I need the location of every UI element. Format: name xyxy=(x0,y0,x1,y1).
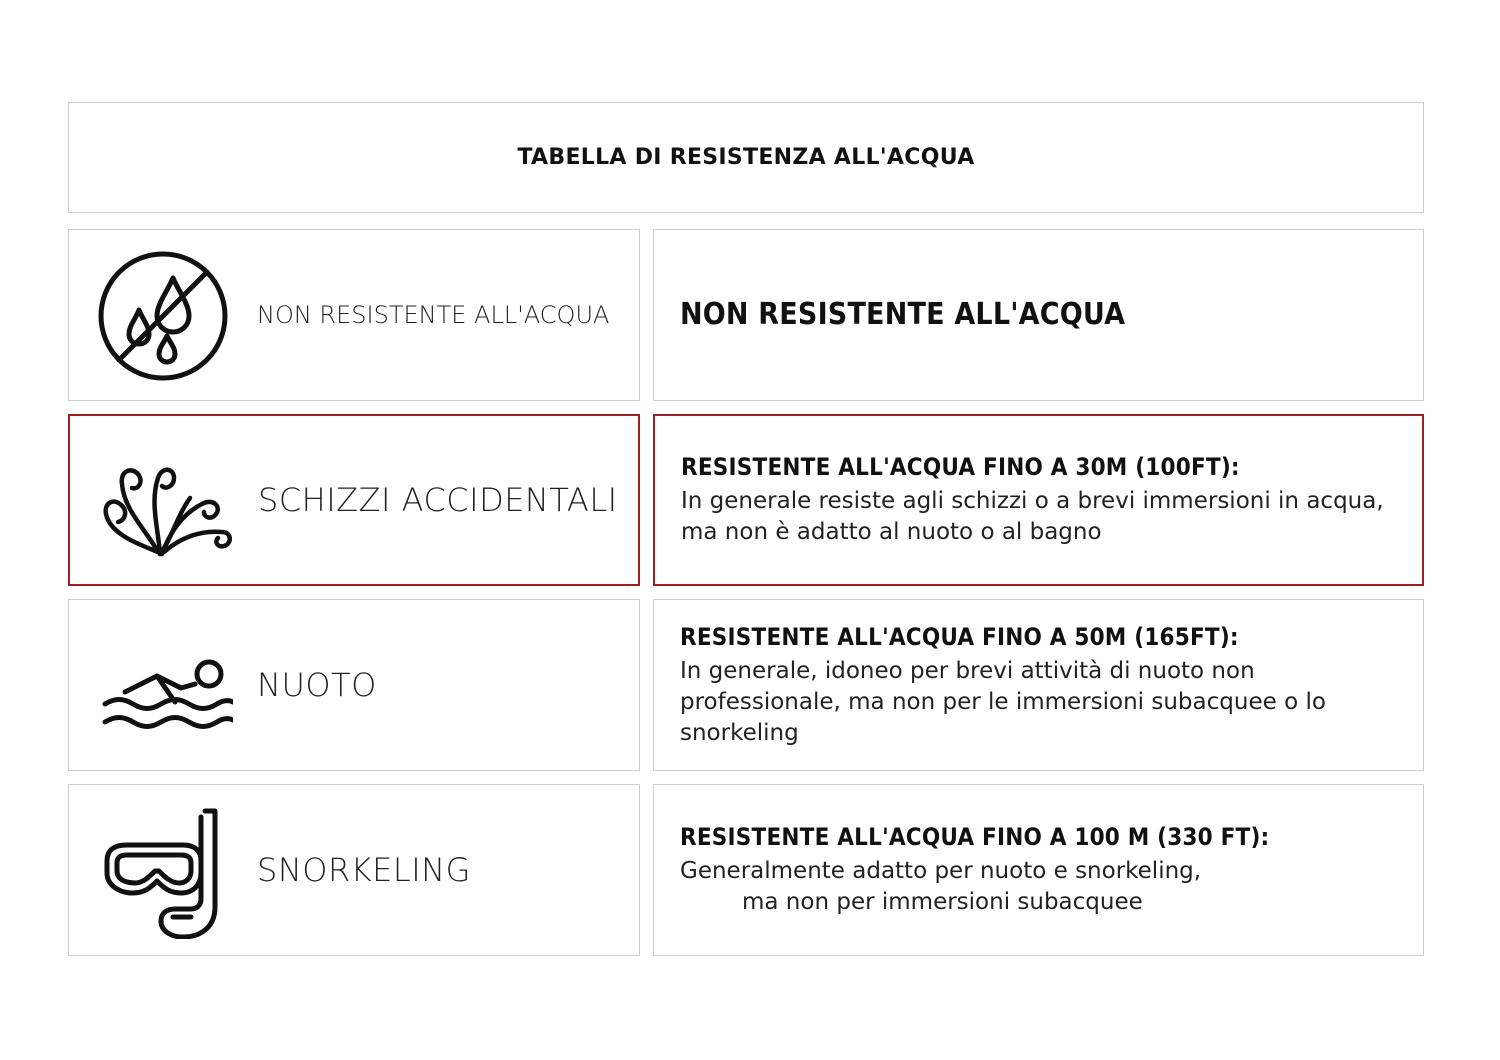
description-cell-splashes xyxy=(653,414,1424,586)
swimmer-icon xyxy=(97,618,233,754)
category-label: NON RESISTENTE ALL'ACQUA xyxy=(257,301,610,329)
category-label: NUOTO xyxy=(257,666,377,704)
description-text-line-1: Generalmente adatto per nuoto e snorkeling, xyxy=(680,858,1202,884)
category-cell-splashes xyxy=(68,414,640,586)
description-cell-snorkeling xyxy=(653,784,1424,956)
category-cell-snorkeling xyxy=(68,784,640,956)
table-title: TABELLA DI RESISTENZA ALL'ACQUA xyxy=(517,145,975,170)
table-title-box xyxy=(68,102,1424,213)
description-text xyxy=(680,856,1393,918)
splash-icon xyxy=(98,434,234,570)
description-text-line-2: ma non per immersioni subacquee xyxy=(742,889,1143,915)
category-label: SCHIZZI ACCIDENTALI xyxy=(258,481,618,519)
description-cell-swimming xyxy=(653,599,1424,771)
description-title: RESISTENTE ALL'ACQUA FINO A 50M (165FT): xyxy=(680,622,1239,651)
description-title: NON RESISTENTE ALL'ACQUA xyxy=(680,297,1126,332)
snorkel-mask-icon xyxy=(97,803,233,939)
description-text: In generale, idoneo per brevi attività di nuoto non professionale, ma non per le immersioni subacquee o lo snorkeling xyxy=(680,657,1326,746)
description-cell-not-water-resistant xyxy=(653,229,1424,401)
category-label: SNORKELING xyxy=(257,851,471,889)
description-title: RESISTENTE ALL'ACQUA FINO A 100 M (330 FT): xyxy=(680,823,1270,851)
no-water-drops-icon xyxy=(97,248,233,384)
category-cell-not-water-resistant xyxy=(68,229,640,401)
category-cell-swimming xyxy=(68,599,640,771)
description-title: RESISTENTE ALL'ACQUA FINO A 30M (100FT): xyxy=(681,453,1240,481)
description-text: In generale resiste agli schizzi o a brevi immersioni in acqua, ma non è adatto al nuoto o al bagno xyxy=(681,488,1384,545)
